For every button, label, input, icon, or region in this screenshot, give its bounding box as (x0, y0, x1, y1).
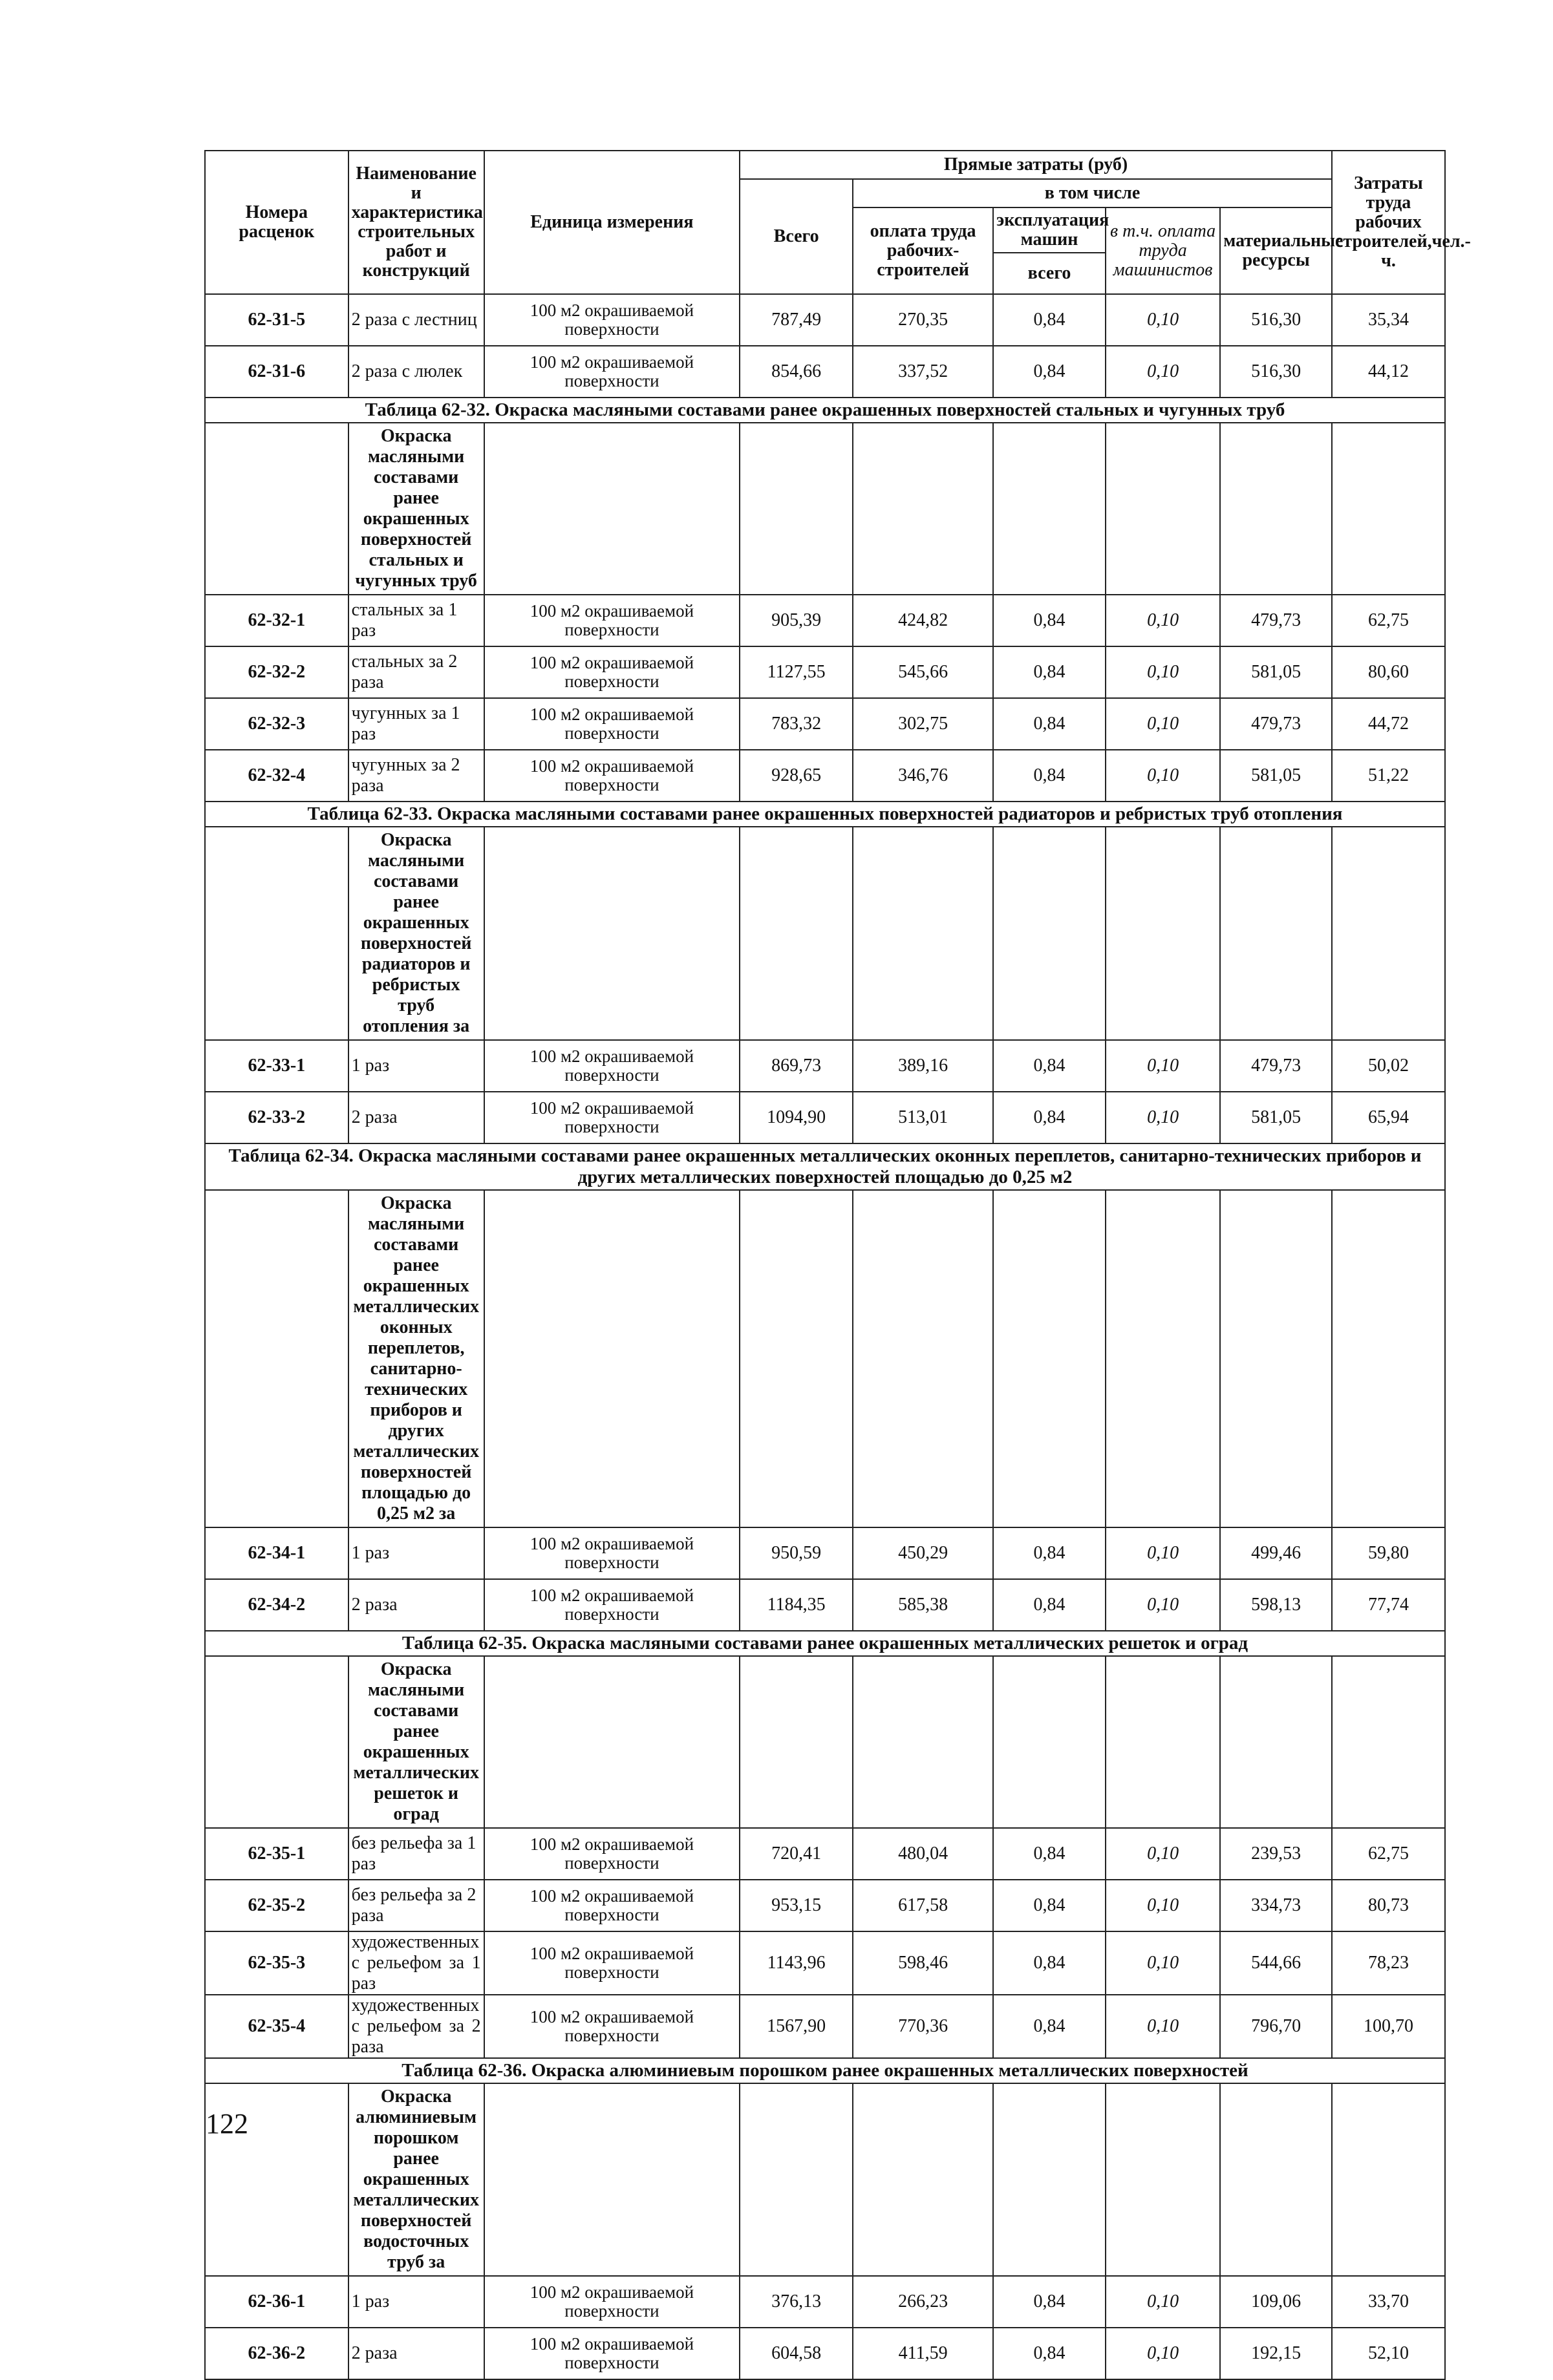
machine-cost: 0,84 (993, 1092, 1106, 1143)
machine-cost: 0,84 (993, 698, 1106, 750)
labor-cost: 424,82 (853, 595, 993, 646)
machine-cost: 0,84 (993, 595, 1106, 646)
table-body (205, 294, 1445, 2379)
empty-cell (1332, 423, 1445, 595)
machinist-pay: 0,10 (1106, 595, 1220, 646)
labor-hours: 65,94 (1332, 1092, 1445, 1143)
section-subheading: Окраска масляными составами ранее окрашенных поверхностей стальных и чугунных труб (348, 423, 484, 595)
materials-cost: 479,73 (1220, 698, 1332, 750)
cost-total: 604,58 (740, 2328, 853, 2379)
table-row (205, 1880, 1445, 1931)
unit-of-measure: 100 м2 окрашиваемой поверхности (484, 1995, 740, 2058)
machinist-pay: 0,10 (1106, 2276, 1220, 2328)
price-code: 62-36-1 (205, 2276, 348, 2328)
price-table (204, 150, 1471, 2380)
cost-total: 783,32 (740, 698, 853, 750)
empty-cell (1220, 423, 1332, 595)
labor-cost: 598,46 (853, 1931, 993, 1995)
materials-cost: 796,70 (1220, 1995, 1332, 2058)
labor-cost: 450,29 (853, 1527, 993, 1579)
materials-cost: 544,66 (1220, 1931, 1332, 1995)
subheading-row (205, 1656, 1445, 1828)
labor-hours: 100,70 (1332, 1995, 1445, 2058)
empty-cell (740, 827, 853, 1040)
cost-total: 1184,35 (740, 1579, 853, 1631)
labor-hours: 33,70 (1332, 2276, 1445, 2328)
empty-cell (205, 827, 348, 1040)
labor-hours: 59,80 (1332, 1527, 1445, 1579)
price-code: 62-32-1 (205, 595, 348, 646)
labor-cost: 389,16 (853, 1040, 993, 1092)
materials-cost: 581,05 (1220, 646, 1332, 698)
table-title-row (205, 2058, 1445, 2083)
machine-cost: 0,84 (993, 346, 1106, 398)
labor-hours: 80,60 (1332, 646, 1445, 698)
price-code: 62-33-2 (205, 1092, 348, 1143)
labor-cost: 545,66 (853, 646, 993, 698)
table-row (205, 646, 1445, 698)
price-code: 62-32-2 (205, 646, 348, 698)
machine-cost: 0,84 (993, 1579, 1106, 1631)
table-title: Таблица 62-34. Окраска масляными составами ранее окрашенных металлических оконных переплетов, санитарно-технических приборов и других металлических поверхностей площадью до 0,25 м2 (205, 1143, 1445, 1190)
empty-cell (993, 2083, 1106, 2276)
empty-cell (853, 1656, 993, 1828)
labor-cost: 270,35 (853, 294, 993, 346)
unit-of-measure: 100 м2 окрашиваемой поверхности (484, 698, 740, 750)
work-name: стальных за 2 раза (348, 646, 484, 698)
empty-cell (853, 2083, 993, 2276)
empty-cell (1106, 1190, 1220, 1527)
labor-hours: 44,12 (1332, 346, 1445, 398)
work-name: 1 раз (348, 2276, 484, 2328)
machine-cost: 0,84 (993, 750, 1106, 802)
labor-hours: 78,23 (1332, 1931, 1445, 1995)
price-code: 62-32-3 (205, 698, 348, 750)
header-name: Наименование и характеристика строительных работ и конструкций (348, 151, 484, 294)
header-code: Номера расценок (205, 151, 348, 294)
empty-cell (740, 423, 853, 595)
table-row (205, 1828, 1445, 1880)
machinist-pay: 0,10 (1106, 1880, 1220, 1931)
work-name: 1 раз (348, 1040, 484, 1092)
cost-total: 1094,90 (740, 1092, 853, 1143)
unit-of-measure: 100 м2 окрашиваемой поверхности (484, 1828, 740, 1880)
table-row (205, 1995, 1445, 2058)
header-materials: материальные ресурсы (1220, 207, 1332, 294)
work-name: 2 раза (348, 2328, 484, 2379)
cost-total: 869,73 (740, 1040, 853, 1092)
cost-total: 953,15 (740, 1880, 853, 1931)
machine-cost: 0,84 (993, 646, 1106, 698)
subheading-row (205, 1190, 1445, 1527)
materials-cost: 479,73 (1220, 595, 1332, 646)
header-including: в том числе (853, 179, 1332, 207)
section-subheading: Окраска масляными составами ранее окрашенных металлических оконных переплетов, санитарно-технических приборов и других металлических поверхностей площадью до 0,25 м2 за (348, 1190, 484, 1527)
labor-hours: 35,34 (1332, 294, 1445, 346)
labor-cost: 513,01 (853, 1092, 993, 1143)
materials-cost: 598,13 (1220, 1579, 1332, 1631)
unit-of-measure: 100 м2 окрашиваемой поверхности (484, 1040, 740, 1092)
unit-of-measure: 100 м2 окрашиваемой поверхности (484, 1579, 740, 1631)
machine-cost: 0,84 (993, 1040, 1106, 1092)
unit-of-measure: 100 м2 окрашиваемой поверхности (484, 1880, 740, 1931)
labor-hours: 62,75 (1332, 1828, 1445, 1880)
empty-cell (1106, 2083, 1220, 2276)
empty-cell (1220, 2083, 1332, 2276)
header-total: Всего (740, 179, 853, 294)
subheading-row (205, 2083, 1445, 2276)
work-name: без рельефа за 2 раза (348, 1880, 484, 1931)
table-row (205, 750, 1445, 802)
machinist-pay: 0,10 (1106, 1931, 1220, 1995)
labor-cost: 302,75 (853, 698, 993, 750)
empty-cell (993, 423, 1106, 595)
empty-cell (484, 827, 740, 1040)
unit-of-measure: 100 м2 окрашиваемой поверхности (484, 2276, 740, 2328)
work-name: 2 раза с люлек (348, 346, 484, 398)
cost-total: 720,41 (740, 1828, 853, 1880)
empty-cell (1332, 1656, 1445, 1828)
empty-cell (1332, 827, 1445, 1040)
table-title: Таблица 62-32. Окраска масляными составами ранее окрашенных поверхностей стальных и чугунных труб (205, 398, 1445, 423)
price-code: 62-34-2 (205, 1579, 348, 1631)
labor-cost: 337,52 (853, 346, 993, 398)
labor-hours: 80,73 (1332, 1880, 1445, 1931)
table-title-row (205, 802, 1445, 827)
table-row (205, 2328, 1445, 2379)
section-subheading: Окраска масляными составами ранее окрашенных поверхностей радиаторов и ребристых труб отопления за (348, 827, 484, 1040)
price-code: 62-31-5 (205, 294, 348, 346)
price-code: 62-33-1 (205, 1040, 348, 1092)
machine-cost: 0,84 (993, 1828, 1106, 1880)
labor-hours: 50,02 (1332, 1040, 1445, 1092)
materials-cost: 109,06 (1220, 2276, 1332, 2328)
table-title: Таблица 62-35. Окраска масляными составами ранее окрашенных металлических решеток и оград (205, 1631, 1445, 1656)
price-code: 62-31-6 (205, 346, 348, 398)
table-row (205, 1040, 1445, 1092)
empty-cell (205, 423, 348, 595)
work-name: чугунных за 1 раз (348, 698, 484, 750)
table-title-row (205, 1143, 1445, 1190)
labor-cost: 266,23 (853, 2276, 993, 2328)
unit-of-measure: 100 м2 окрашиваемой поверхности (484, 750, 740, 802)
cost-total: 787,49 (740, 294, 853, 346)
table-row (205, 2276, 1445, 2328)
header-direct-costs: Прямые затраты (руб) (740, 151, 1332, 179)
cost-total: 950,59 (740, 1527, 853, 1579)
machinist-pay: 0,10 (1106, 2328, 1220, 2379)
header-machines-total: всего (993, 253, 1106, 294)
labor-hours: 52,10 (1332, 2328, 1445, 2379)
empty-cell (1106, 827, 1220, 1040)
cost-total: 854,66 (740, 346, 853, 398)
unit-of-measure: 100 м2 окрашиваемой поверхности (484, 2328, 740, 2379)
work-name: художественных с рельефом за 2 раза (348, 1995, 484, 2058)
table-row (205, 1092, 1445, 1143)
unit-of-measure: 100 м2 окрашиваемой поверхности (484, 1931, 740, 1995)
empty-cell (853, 1190, 993, 1527)
materials-cost: 581,05 (1220, 1092, 1332, 1143)
machinist-pay: 0,10 (1106, 750, 1220, 802)
table-row (205, 595, 1445, 646)
empty-cell (993, 1656, 1106, 1828)
machinist-pay: 0,10 (1106, 294, 1220, 346)
machinist-pay: 0,10 (1106, 646, 1220, 698)
table-title-row (205, 1631, 1445, 1656)
table-header (205, 151, 1471, 294)
cost-total: 905,39 (740, 595, 853, 646)
price-code: 62-35-4 (205, 1995, 348, 2058)
table-title: Таблица 62-36. Окраска алюминиевым порошком ранее окрашенных металлических поверхностей (205, 2058, 1445, 2083)
materials-cost: 516,30 (1220, 346, 1332, 398)
empty-cell (853, 827, 993, 1040)
materials-cost: 516,30 (1220, 294, 1332, 346)
machinist-pay: 0,10 (1106, 1527, 1220, 1579)
work-name: чугунных за 2 раза (348, 750, 484, 802)
unit-of-measure: 100 м2 окрашиваемой поверхности (484, 1092, 740, 1143)
machine-cost: 0,84 (993, 2276, 1106, 2328)
header-machines: эксплуатация машин (993, 207, 1106, 253)
section-subheading: Окраска алюминиевым порошком ранее окрашенных металлических поверхностей водосточных труб за (348, 2083, 484, 2276)
machine-cost: 0,84 (993, 1995, 1106, 2058)
machine-cost: 0,84 (993, 1880, 1106, 1931)
labor-hours: 77,74 (1332, 1579, 1445, 1631)
empty-cell (484, 2083, 740, 2276)
table-row (205, 346, 1445, 398)
empty-cell (484, 1190, 740, 1527)
empty-cell (205, 1656, 348, 1828)
work-name: 2 раза (348, 1579, 484, 1631)
labor-cost: 617,58 (853, 1880, 993, 1931)
cost-total: 1143,96 (740, 1931, 853, 1995)
unit-of-measure: 100 м2 окрашиваемой поверхности (484, 1527, 740, 1579)
machinist-pay: 0,10 (1106, 698, 1220, 750)
machine-cost: 0,84 (993, 1931, 1106, 1995)
empty-cell (740, 2083, 853, 2276)
machine-cost: 0,84 (993, 2328, 1106, 2379)
price-code: 62-35-2 (205, 1880, 348, 1931)
price-code: 62-36-2 (205, 2328, 348, 2379)
materials-cost: 334,73 (1220, 1880, 1332, 1931)
empty-cell (1220, 827, 1332, 1040)
table-title-row (205, 398, 1445, 423)
work-name: художественных с рельефом за 1 раз (348, 1931, 484, 1995)
empty-cell (1106, 1656, 1220, 1828)
work-name: 2 раза с лестниц (348, 294, 484, 346)
empty-cell (484, 423, 740, 595)
unit-of-measure: 100 м2 окрашиваемой поверхности (484, 595, 740, 646)
empty-cell (1106, 423, 1220, 595)
header-labor-hours: Затраты труда рабочих строителей,чел.-ч. (1332, 151, 1445, 294)
machinist-pay: 0,10 (1106, 1828, 1220, 1880)
price-code: 62-32-4 (205, 750, 348, 802)
empty-cell (740, 1656, 853, 1828)
table-row (205, 294, 1445, 346)
materials-cost: 581,05 (1220, 750, 1332, 802)
subheading-row (205, 827, 1445, 1040)
labor-hours: 62,75 (1332, 595, 1445, 646)
table-row (205, 1527, 1445, 1579)
table-title: Таблица 62-33. Окраска масляными составами ранее окрашенных поверхностей радиаторов и ребристых труб отопления (205, 802, 1445, 827)
header-unit: Единица измерения (484, 151, 740, 294)
cost-total: 376,13 (740, 2276, 853, 2328)
page-number: 122 (206, 2108, 248, 2140)
machinist-pay: 0,10 (1106, 1040, 1220, 1092)
unit-of-measure: 100 м2 окрашиваемой поверхности (484, 294, 740, 346)
materials-cost: 499,46 (1220, 1527, 1332, 1579)
empty-cell (1220, 1190, 1332, 1527)
labor-cost: 411,59 (853, 2328, 993, 2379)
cost-total: 1567,90 (740, 1995, 853, 2058)
labor-hours: 44,72 (1332, 698, 1445, 750)
empty-cell (740, 1190, 853, 1527)
work-name: 1 раз (348, 1527, 484, 1579)
empty-cell (1332, 2083, 1445, 2276)
labor-cost: 770,36 (853, 1995, 993, 2058)
subheading-row (205, 423, 1445, 595)
machinist-pay: 0,10 (1106, 346, 1220, 398)
empty-cell (1332, 1190, 1445, 1527)
machine-cost: 0,84 (993, 294, 1106, 346)
empty-cell (1220, 1656, 1332, 1828)
cost-total: 928,65 (740, 750, 853, 802)
labor-hours: 51,22 (1332, 750, 1445, 802)
price-code: 62-35-3 (205, 1931, 348, 1995)
table-row (205, 1579, 1445, 1631)
empty-cell (484, 1656, 740, 1828)
labor-cost: 585,38 (853, 1579, 993, 1631)
empty-cell (993, 1190, 1106, 1527)
materials-cost: 479,73 (1220, 1040, 1332, 1092)
cost-total: 1127,55 (740, 646, 853, 698)
labor-cost: 480,04 (853, 1828, 993, 1880)
work-name: стальных за 1 раз (348, 595, 484, 646)
machinist-pay: 0,10 (1106, 1092, 1220, 1143)
section-subheading: Окраска масляными составами ранее окрашенных металлических решеток и оград (348, 1656, 484, 1828)
labor-cost: 346,76 (853, 750, 993, 802)
table-row (205, 698, 1445, 750)
unit-of-measure: 100 м2 окрашиваемой поверхности (484, 346, 740, 398)
empty-cell (853, 423, 993, 595)
price-code: 62-34-1 (205, 1527, 348, 1579)
work-name: без рельефа за 1 раз (348, 1828, 484, 1880)
machine-cost: 0,84 (993, 1527, 1106, 1579)
header-machinist-pay: в т.ч. оплата труда машинистов (1106, 207, 1220, 294)
materials-cost: 192,15 (1220, 2328, 1332, 2379)
header-labor: оплата труда рабочих-строителей (853, 207, 993, 294)
work-name: 2 раза (348, 1092, 484, 1143)
empty-cell (205, 1190, 348, 1527)
price-code: 62-35-1 (205, 1828, 348, 1880)
materials-cost: 239,53 (1220, 1828, 1332, 1880)
machinist-pay: 0,10 (1106, 1995, 1220, 2058)
unit-of-measure: 100 м2 окрашиваемой поверхности (484, 646, 740, 698)
table-row (205, 1931, 1445, 1995)
machinist-pay: 0,10 (1106, 1579, 1220, 1631)
empty-cell (993, 827, 1106, 1040)
